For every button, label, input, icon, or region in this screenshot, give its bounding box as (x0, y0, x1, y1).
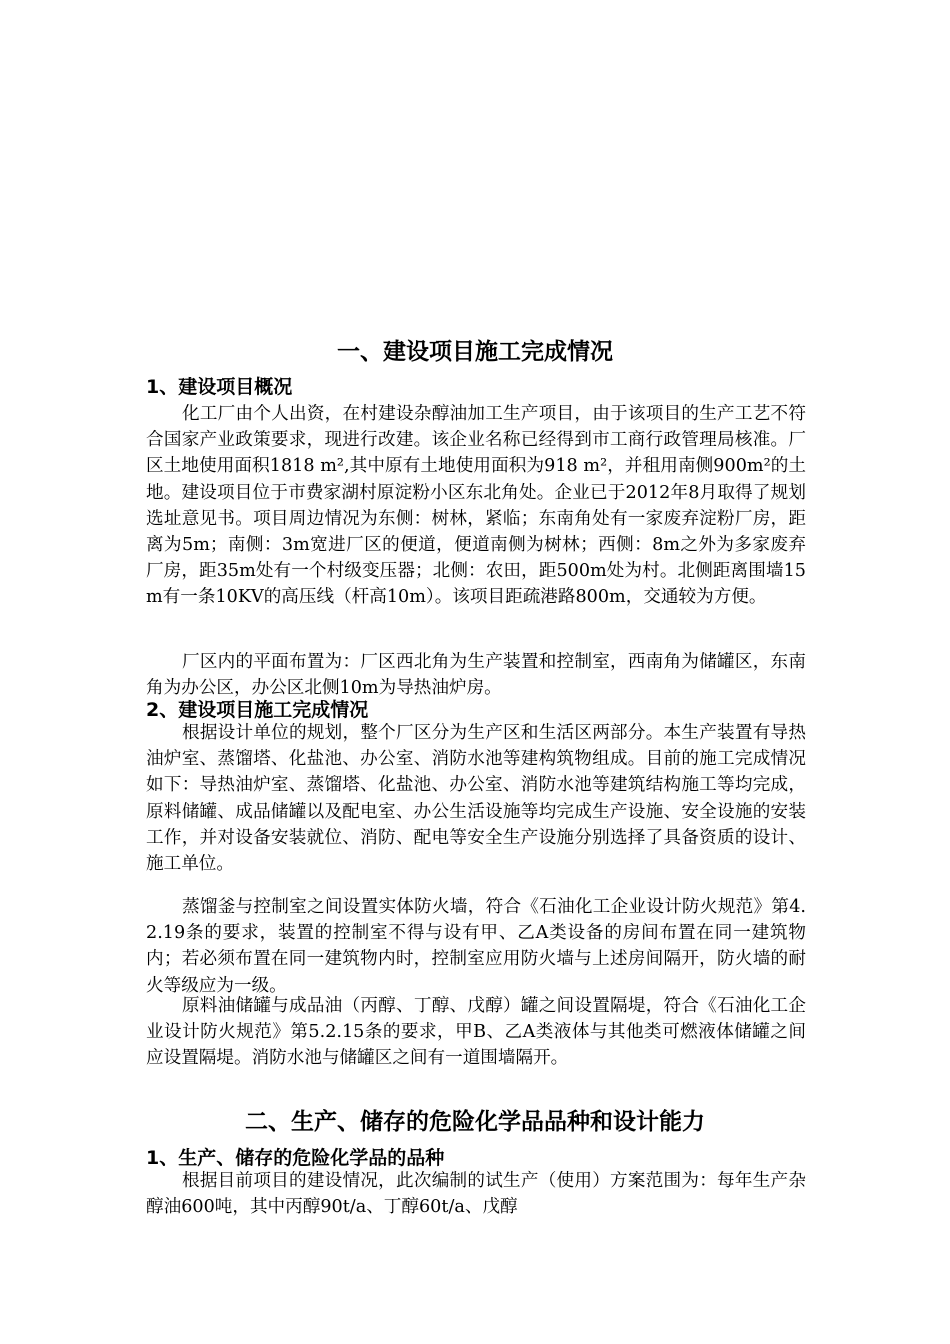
subsection-2-1-title: 1、生产、储存的危险化学品的品种 (146, 1147, 445, 1169)
subsection-1-2-title: 2、建设项目施工完成情况 (146, 699, 369, 721)
section-2-title: 二、生产、储存的危险化学品品种和设计能力 (245, 1109, 705, 1135)
subsection-1-1-title: 1、建设项目概况 (146, 376, 293, 398)
paragraph-plant-layout: 厂区内的平面布置为：厂区西北角为生产装置和控制室，西南角为储罐区，东南角为办公区，办公区北侧10m为导热油炉房。 (146, 652, 806, 699)
paragraph-project-overview: 化工厂由个人出资，在村建设杂醇油加工生产项目，由于该项目的生产工艺不符合国家产业政策要求，现进行改建。该企业名称已经得到市工商行政管理局核准。厂区土地使用面积1818 m²,其中原有土地使用面积为918 m²，并租用南侧900m²的土地。建设项目位于市费家湖村原淀粉小区东北角处。企业已于2012年8月取得了规划选址意见书。项目周边情况为东侧：树林，紧临；东南角处有一家废弃淀粉厂房，距离为5m；南侧：3m宽进厂区的便道，便道南侧为树林；西侧：8m之外为多家废弃厂房，距35m处有一个村级变压器；北侧：农田，距500m处为村。北侧距离围墙15m有一条10KV的高压线（杆高10m）。该项目距疏港路800m，交通较为方便。 (146, 404, 806, 608)
section-1-title: 一、建设项目施工完成情况 (337, 339, 613, 365)
paragraph-tank-dike-requirement: 原料油储罐与成品油（丙醇、丁醇、戊醇）罐之间设置隔堤，符合《石油化工企业设计防火规范》第5.2.15条的要求，甲B、乙A类液体与其他类可燃液体储罐之间应设置隔堤。消防水池与储罐区之间有一道围墙隔开。 (146, 996, 806, 1069)
paragraph-firewall-requirement: 蒸馏釜与控制室之间设置实体防火墙，符合《石油化工企业设计防火规范》第4.2.19条的要求，装置的控制室不得与设有甲、乙A类设备的房间布置在同一建筑物内；若必须布置在同一建筑物内时，控制室应用防火墙与上述房间隔开，防火墙的耐火等级应为一级。 (146, 897, 806, 996)
paragraph-construction-status: 根据设计单位的规划，整个厂区分为生产区和生活区两部分。本生产装置有导热油炉室、蒸馏塔、化盐池、办公室、消防水池等建构筑物组成。目前的施工完成情况如下：导热油炉室、蒸馏塔、化盐池、办公室、消防水池等建筑结构施工等均完成，原料储罐、成品储罐以及配电室、办公生活设施等均完成生产设施、安全设施的安装工作，并对设备安装就位、消防、配电等安全生产设施分别选择了具备资质的设计、施工单位。 (146, 723, 806, 875)
paragraph-production-scope: 根据目前项目的建设情况，此次编制的试生产（使用）方案范围为：每年生产杂醇油600吨，其中丙醇90t/a、丁醇60t/a、戊醇 (146, 1171, 806, 1218)
